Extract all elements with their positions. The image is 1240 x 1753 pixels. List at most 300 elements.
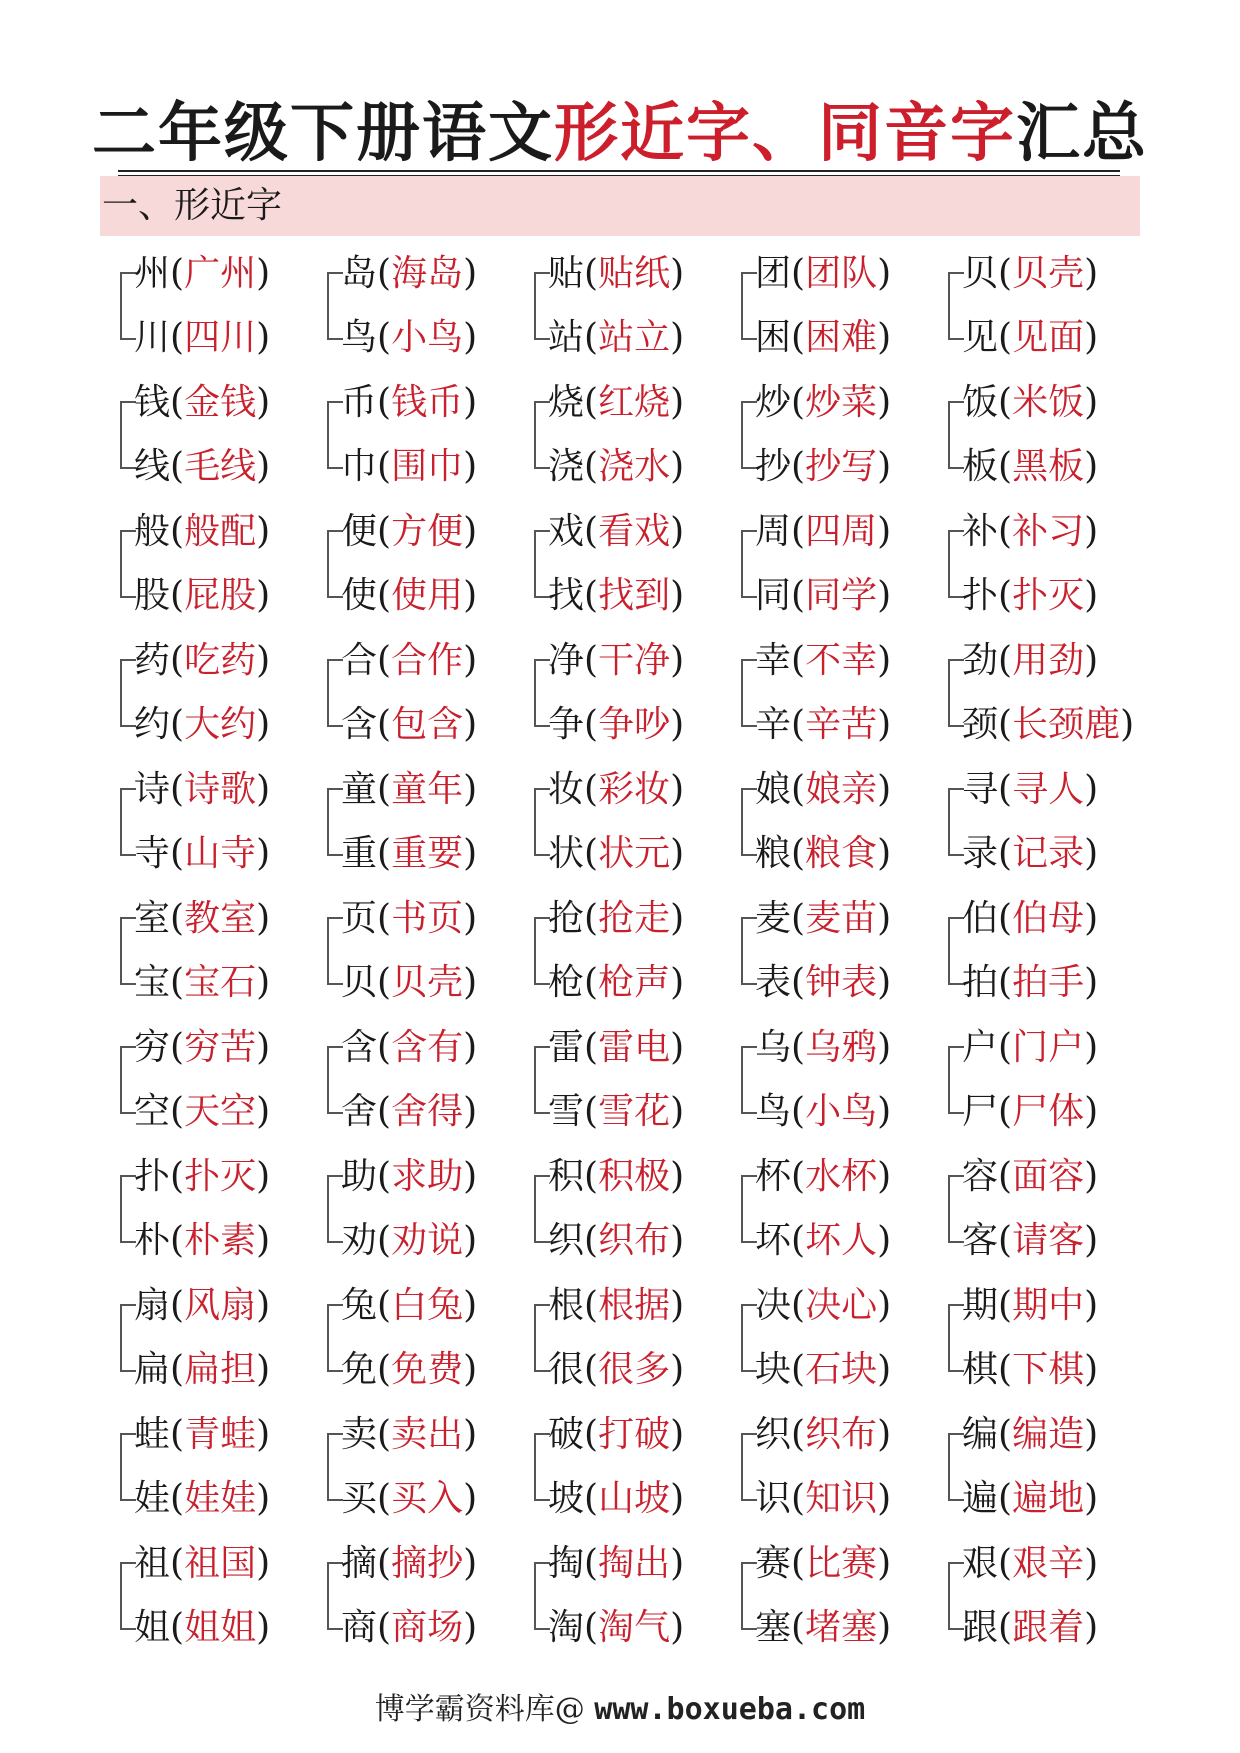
paren-close: ) [670, 1478, 685, 1519]
example-word: 山坡 [598, 1478, 671, 1519]
paren-close: ) [256, 1607, 271, 1648]
example-word: 祖国 [184, 1543, 257, 1584]
character: 助 [341, 1156, 378, 1197]
char-entry [134, 375, 270, 431]
char-entry [755, 1600, 891, 1656]
paren-close: ) [463, 575, 478, 616]
char-entry [341, 1600, 477, 1656]
paren-open: ( [377, 833, 392, 874]
char-entry [962, 310, 1098, 366]
paren-open: ( [170, 898, 185, 939]
character: 扑 [962, 575, 999, 616]
example-word: 风扇 [184, 1285, 257, 1326]
character: 使 [341, 575, 378, 616]
char-entry [548, 697, 684, 753]
character: 诗 [134, 769, 171, 810]
paren-open: ( [791, 962, 806, 1003]
example-word: 使用 [391, 575, 464, 616]
paren-close: ) [463, 1027, 478, 1068]
char-entry [134, 1471, 270, 1527]
char-pair [120, 633, 330, 757]
paren-open: ( [998, 1478, 1013, 1519]
paren-open: ( [791, 1349, 806, 1390]
paren-open: ( [584, 1285, 599, 1326]
example-word: 扁担 [184, 1349, 257, 1390]
char-entry [755, 246, 891, 302]
char-entry [962, 1471, 1098, 1527]
paren-close: ) [256, 898, 271, 939]
example-word: 围巾 [391, 446, 464, 487]
char-entry [341, 762, 477, 818]
example-word: 贴纸 [598, 253, 671, 294]
example-word: 贝壳 [391, 962, 464, 1003]
paren-open: ( [170, 1220, 185, 1261]
example-word: 粮食 [805, 833, 878, 874]
paren-close: ) [1084, 1543, 1099, 1584]
paren-close: ) [463, 511, 478, 552]
paren-close: ) [670, 704, 685, 745]
char-pair [327, 1149, 537, 1273]
char-entry [755, 1084, 891, 1140]
char-entry [548, 762, 684, 818]
char-pair [741, 246, 951, 370]
example-word: 合作 [391, 640, 464, 681]
example-word: 抄写 [805, 446, 878, 487]
character: 找 [548, 575, 585, 616]
character: 娘 [755, 769, 792, 810]
paren-open: ( [584, 575, 599, 616]
paren-close: ) [463, 382, 478, 423]
char-entry [755, 1536, 891, 1592]
paren-close: ) [670, 1220, 685, 1261]
character: 淘 [548, 1607, 585, 1648]
paren-open: ( [791, 1607, 806, 1648]
character: 艰 [962, 1543, 999, 1584]
char-pair [327, 246, 537, 370]
character: 站 [548, 317, 585, 358]
char-entry [548, 1149, 684, 1205]
example-word: 钟表 [805, 962, 878, 1003]
character: 贝 [962, 253, 999, 294]
char-pair [120, 891, 330, 1015]
char-entry [755, 1471, 891, 1527]
paren-open: ( [584, 1478, 599, 1519]
paren-close: ) [877, 1285, 892, 1326]
paren-close: ) [670, 253, 685, 294]
example-word: 干净 [598, 640, 671, 681]
paren-open: ( [791, 1091, 806, 1132]
example-word: 坏人 [805, 1220, 878, 1261]
example-word: 广州 [184, 253, 257, 294]
paren-open: ( [791, 704, 806, 745]
paren-close: ) [463, 833, 478, 874]
paren-close: ) [1084, 833, 1099, 874]
paren-close: ) [256, 446, 271, 487]
char-entry [962, 1149, 1098, 1205]
paren-close: ) [877, 317, 892, 358]
paren-open: ( [170, 575, 185, 616]
character: 商 [341, 1607, 378, 1648]
example-word: 炒菜 [805, 382, 878, 423]
character: 线 [134, 446, 171, 487]
char-pair [327, 504, 537, 628]
character: 浇 [548, 446, 585, 487]
char-entry [134, 1084, 270, 1140]
character: 摘 [341, 1543, 378, 1584]
char-entry [755, 891, 891, 947]
char-pair [741, 1407, 951, 1531]
paren-open: ( [170, 1349, 185, 1390]
paren-open: ( [584, 769, 599, 810]
paren-open: ( [377, 253, 392, 294]
paren-open: ( [584, 640, 599, 681]
paren-close: ) [463, 1607, 478, 1648]
character: 娃 [134, 1478, 171, 1519]
paren-open: ( [584, 1349, 599, 1390]
character: 争 [548, 704, 585, 745]
example-word: 辛苦 [805, 704, 878, 745]
example-word: 织布 [805, 1414, 878, 1455]
character: 含 [341, 1027, 378, 1068]
char-entry [548, 1536, 684, 1592]
char-pair [741, 1020, 951, 1144]
paren-open: ( [791, 382, 806, 423]
character: 药 [134, 640, 171, 681]
paren-close: ) [256, 1478, 271, 1519]
character: 重 [341, 833, 378, 874]
paren-open: ( [998, 511, 1013, 552]
character: 期 [962, 1285, 999, 1326]
char-pair [741, 633, 951, 757]
paren-close: ) [670, 1027, 685, 1068]
example-word: 童年 [391, 769, 464, 810]
paren-close: ) [1084, 1478, 1099, 1519]
paren-open: ( [791, 511, 806, 552]
paren-open: ( [998, 1414, 1013, 1455]
paren-open: ( [377, 382, 392, 423]
example-word: 钱币 [391, 382, 464, 423]
example-word: 水杯 [805, 1156, 878, 1197]
example-word: 山寺 [184, 833, 257, 874]
paren-open: ( [791, 1220, 806, 1261]
paren-open: ( [377, 962, 392, 1003]
char-entry [548, 439, 684, 495]
char-pair [327, 633, 537, 757]
paren-open: ( [377, 1285, 392, 1326]
example-word: 淘气 [598, 1607, 671, 1648]
paren-close: ) [1084, 446, 1099, 487]
char-entry [755, 375, 891, 431]
character: 合 [341, 640, 378, 681]
char-entry [341, 375, 477, 431]
paren-close: ) [670, 962, 685, 1003]
paren-close: ) [463, 640, 478, 681]
footer-url: www.boxueba.com [594, 1692, 866, 1727]
character: 川 [134, 317, 171, 358]
title-part-2: 形近字、同音字 [554, 96, 1016, 171]
example-word: 根据 [598, 1285, 671, 1326]
example-word: 期中 [1012, 1285, 1085, 1326]
char-entry [962, 955, 1098, 1011]
example-word: 雪花 [598, 1091, 671, 1132]
paren-open: ( [998, 1027, 1013, 1068]
char-pair [534, 762, 744, 886]
character: 幸 [755, 640, 792, 681]
character: 空 [134, 1091, 171, 1132]
char-entry [341, 1278, 477, 1334]
paren-close: ) [670, 1349, 685, 1390]
example-word: 穷苦 [184, 1027, 257, 1068]
paren-open: ( [584, 833, 599, 874]
paren-open: ( [998, 317, 1013, 358]
char-entry [341, 633, 477, 689]
char-pair [948, 633, 1158, 757]
paren-close: ) [256, 1349, 271, 1390]
char-entry [341, 568, 477, 624]
paren-open: ( [377, 1478, 392, 1519]
paren-open: ( [791, 833, 806, 874]
char-entry [134, 826, 270, 882]
example-word: 浇水 [598, 446, 671, 487]
char-entry [548, 1084, 684, 1140]
paren-close: ) [256, 1220, 271, 1261]
paren-open: ( [791, 317, 806, 358]
paren-close: ) [1084, 769, 1099, 810]
char-entry [341, 697, 477, 753]
footer-at: @ [554, 1692, 585, 1727]
paren-open: ( [170, 704, 185, 745]
character: 净 [548, 640, 585, 681]
character: 童 [341, 769, 378, 810]
paren-open: ( [584, 511, 599, 552]
paren-close: ) [670, 1414, 685, 1455]
paren-close: ) [877, 1607, 892, 1648]
paren-close: ) [670, 640, 685, 681]
example-word: 尸体 [1012, 1091, 1085, 1132]
example-word: 海岛 [391, 253, 464, 294]
char-entry [134, 1342, 270, 1398]
paren-open: ( [170, 253, 185, 294]
char-entry [962, 1342, 1098, 1398]
character: 乌 [755, 1027, 792, 1068]
example-word: 伯母 [1012, 898, 1085, 939]
example-word: 姐姐 [184, 1607, 257, 1648]
paren-open: ( [791, 1027, 806, 1068]
paren-close: ) [256, 1543, 271, 1584]
character: 抢 [548, 898, 585, 939]
example-word: 枪声 [598, 962, 671, 1003]
paren-open: ( [791, 446, 806, 487]
char-entry [962, 826, 1098, 882]
paren-open: ( [170, 769, 185, 810]
example-word: 含有 [391, 1027, 464, 1068]
char-pair [534, 375, 744, 499]
paren-close: ) [877, 1349, 892, 1390]
character: 买 [341, 1478, 378, 1519]
paren-close: ) [1084, 962, 1099, 1003]
paren-close: ) [256, 769, 271, 810]
example-word: 门户 [1012, 1027, 1085, 1068]
character: 困 [755, 317, 792, 358]
example-word: 找到 [598, 575, 671, 616]
character: 颈 [962, 704, 999, 745]
char-entry [548, 1407, 684, 1463]
paren-open: ( [998, 1091, 1013, 1132]
char-entry [548, 955, 684, 1011]
char-pair [327, 375, 537, 499]
paren-open: ( [791, 1543, 806, 1584]
character: 雷 [548, 1027, 585, 1068]
character: 很 [548, 1349, 585, 1390]
character: 姐 [134, 1607, 171, 1648]
char-pair [327, 891, 537, 1015]
paren-open: ( [791, 253, 806, 294]
paren-close: ) [256, 833, 271, 874]
char-pair [534, 891, 744, 1015]
example-word: 争吵 [598, 704, 671, 745]
character: 便 [341, 511, 378, 552]
title-part-3: 汇总 [1016, 96, 1148, 171]
example-word: 般配 [184, 511, 257, 552]
char-entry [962, 891, 1098, 947]
char-entry [548, 246, 684, 302]
character: 坏 [755, 1220, 792, 1261]
example-word: 织布 [598, 1220, 671, 1261]
char-entry [755, 697, 891, 753]
paren-open: ( [377, 575, 392, 616]
example-word: 拍手 [1012, 962, 1085, 1003]
character: 舍 [341, 1091, 378, 1132]
paren-open: ( [377, 769, 392, 810]
paren-close: ) [463, 962, 478, 1003]
paren-close: ) [256, 1414, 271, 1455]
char-entry [548, 891, 684, 947]
paren-open: ( [791, 1285, 806, 1326]
char-entry [962, 246, 1098, 302]
char-entry [134, 439, 270, 495]
paren-open: ( [170, 1607, 185, 1648]
example-word: 乌鸦 [805, 1027, 878, 1068]
char-entry [341, 1149, 477, 1205]
paren-close: ) [1084, 1220, 1099, 1261]
char-pair [948, 1020, 1158, 1144]
char-pair [120, 504, 330, 628]
char-entry [962, 1600, 1098, 1656]
char-entry [755, 762, 891, 818]
character: 炒 [755, 382, 792, 423]
char-pair [120, 1536, 330, 1660]
paren-close: ) [1084, 1285, 1099, 1326]
character: 编 [962, 1414, 999, 1455]
paren-open: ( [170, 1156, 185, 1197]
paren-open: ( [998, 382, 1013, 423]
example-word: 买入 [391, 1478, 464, 1519]
paren-close: ) [877, 1091, 892, 1132]
character: 积 [548, 1156, 585, 1197]
char-entry [962, 1536, 1098, 1592]
char-entry [962, 762, 1098, 818]
paren-close: ) [877, 769, 892, 810]
character: 祖 [134, 1543, 171, 1584]
example-word: 站立 [598, 317, 671, 358]
example-word: 天空 [184, 1091, 257, 1132]
paren-open: ( [170, 511, 185, 552]
character: 补 [962, 511, 999, 552]
character: 拍 [962, 962, 999, 1003]
footer [0, 1684, 1240, 1728]
paren-open: ( [377, 1414, 392, 1455]
paren-open: ( [998, 1156, 1013, 1197]
paren-close: ) [877, 962, 892, 1003]
section-title: 一、形近字 [102, 185, 283, 226]
paren-open: ( [791, 640, 806, 681]
example-word: 面容 [1012, 1156, 1085, 1197]
character: 兔 [341, 1285, 378, 1326]
example-word: 包含 [391, 704, 464, 745]
character: 岛 [341, 253, 378, 294]
example-word: 商场 [391, 1607, 464, 1648]
char-entry [134, 568, 270, 624]
example-word: 求助 [391, 1156, 464, 1197]
paren-close: ) [463, 1349, 478, 1390]
char-pair [327, 1536, 537, 1660]
char-entry [962, 633, 1098, 689]
paren-open: ( [998, 1285, 1013, 1326]
paren-open: ( [584, 704, 599, 745]
example-word: 彩妆 [598, 769, 671, 810]
paren-open: ( [998, 253, 1013, 294]
example-word: 贝壳 [1012, 253, 1085, 294]
character: 掏 [548, 1543, 585, 1584]
char-entry [962, 1213, 1098, 1269]
character: 钱 [134, 382, 171, 423]
example-word: 堵塞 [805, 1607, 878, 1648]
paren-close: ) [877, 1156, 892, 1197]
character: 页 [341, 898, 378, 939]
character: 状 [548, 833, 585, 874]
char-pair [948, 891, 1158, 1015]
paren-close: ) [256, 575, 271, 616]
char-pair [534, 1407, 744, 1531]
paren-open: ( [791, 575, 806, 616]
paren-open: ( [998, 833, 1013, 874]
paren-close: ) [670, 1543, 685, 1584]
paren-close: ) [1084, 511, 1099, 552]
character: 劲 [962, 640, 999, 681]
example-word: 积极 [598, 1156, 671, 1197]
example-word: 见面 [1012, 317, 1085, 358]
character: 织 [548, 1220, 585, 1261]
char-pair [948, 1149, 1158, 1273]
paren-open: ( [998, 898, 1013, 939]
char-entry [341, 891, 477, 947]
char-entry [134, 697, 270, 753]
paren-open: ( [377, 1156, 392, 1197]
paren-close: ) [877, 1027, 892, 1068]
paren-close: ) [256, 962, 271, 1003]
paren-open: ( [170, 1091, 185, 1132]
paren-close: ) [1120, 704, 1135, 745]
example-word: 寻人 [1012, 769, 1085, 810]
example-word: 很多 [598, 1349, 671, 1390]
char-pair [534, 1149, 744, 1273]
char-entry [341, 1536, 477, 1592]
character: 免 [341, 1349, 378, 1390]
paren-open: ( [170, 640, 185, 681]
character: 约 [134, 704, 171, 745]
character: 枪 [548, 962, 585, 1003]
paren-open: ( [584, 962, 599, 1003]
